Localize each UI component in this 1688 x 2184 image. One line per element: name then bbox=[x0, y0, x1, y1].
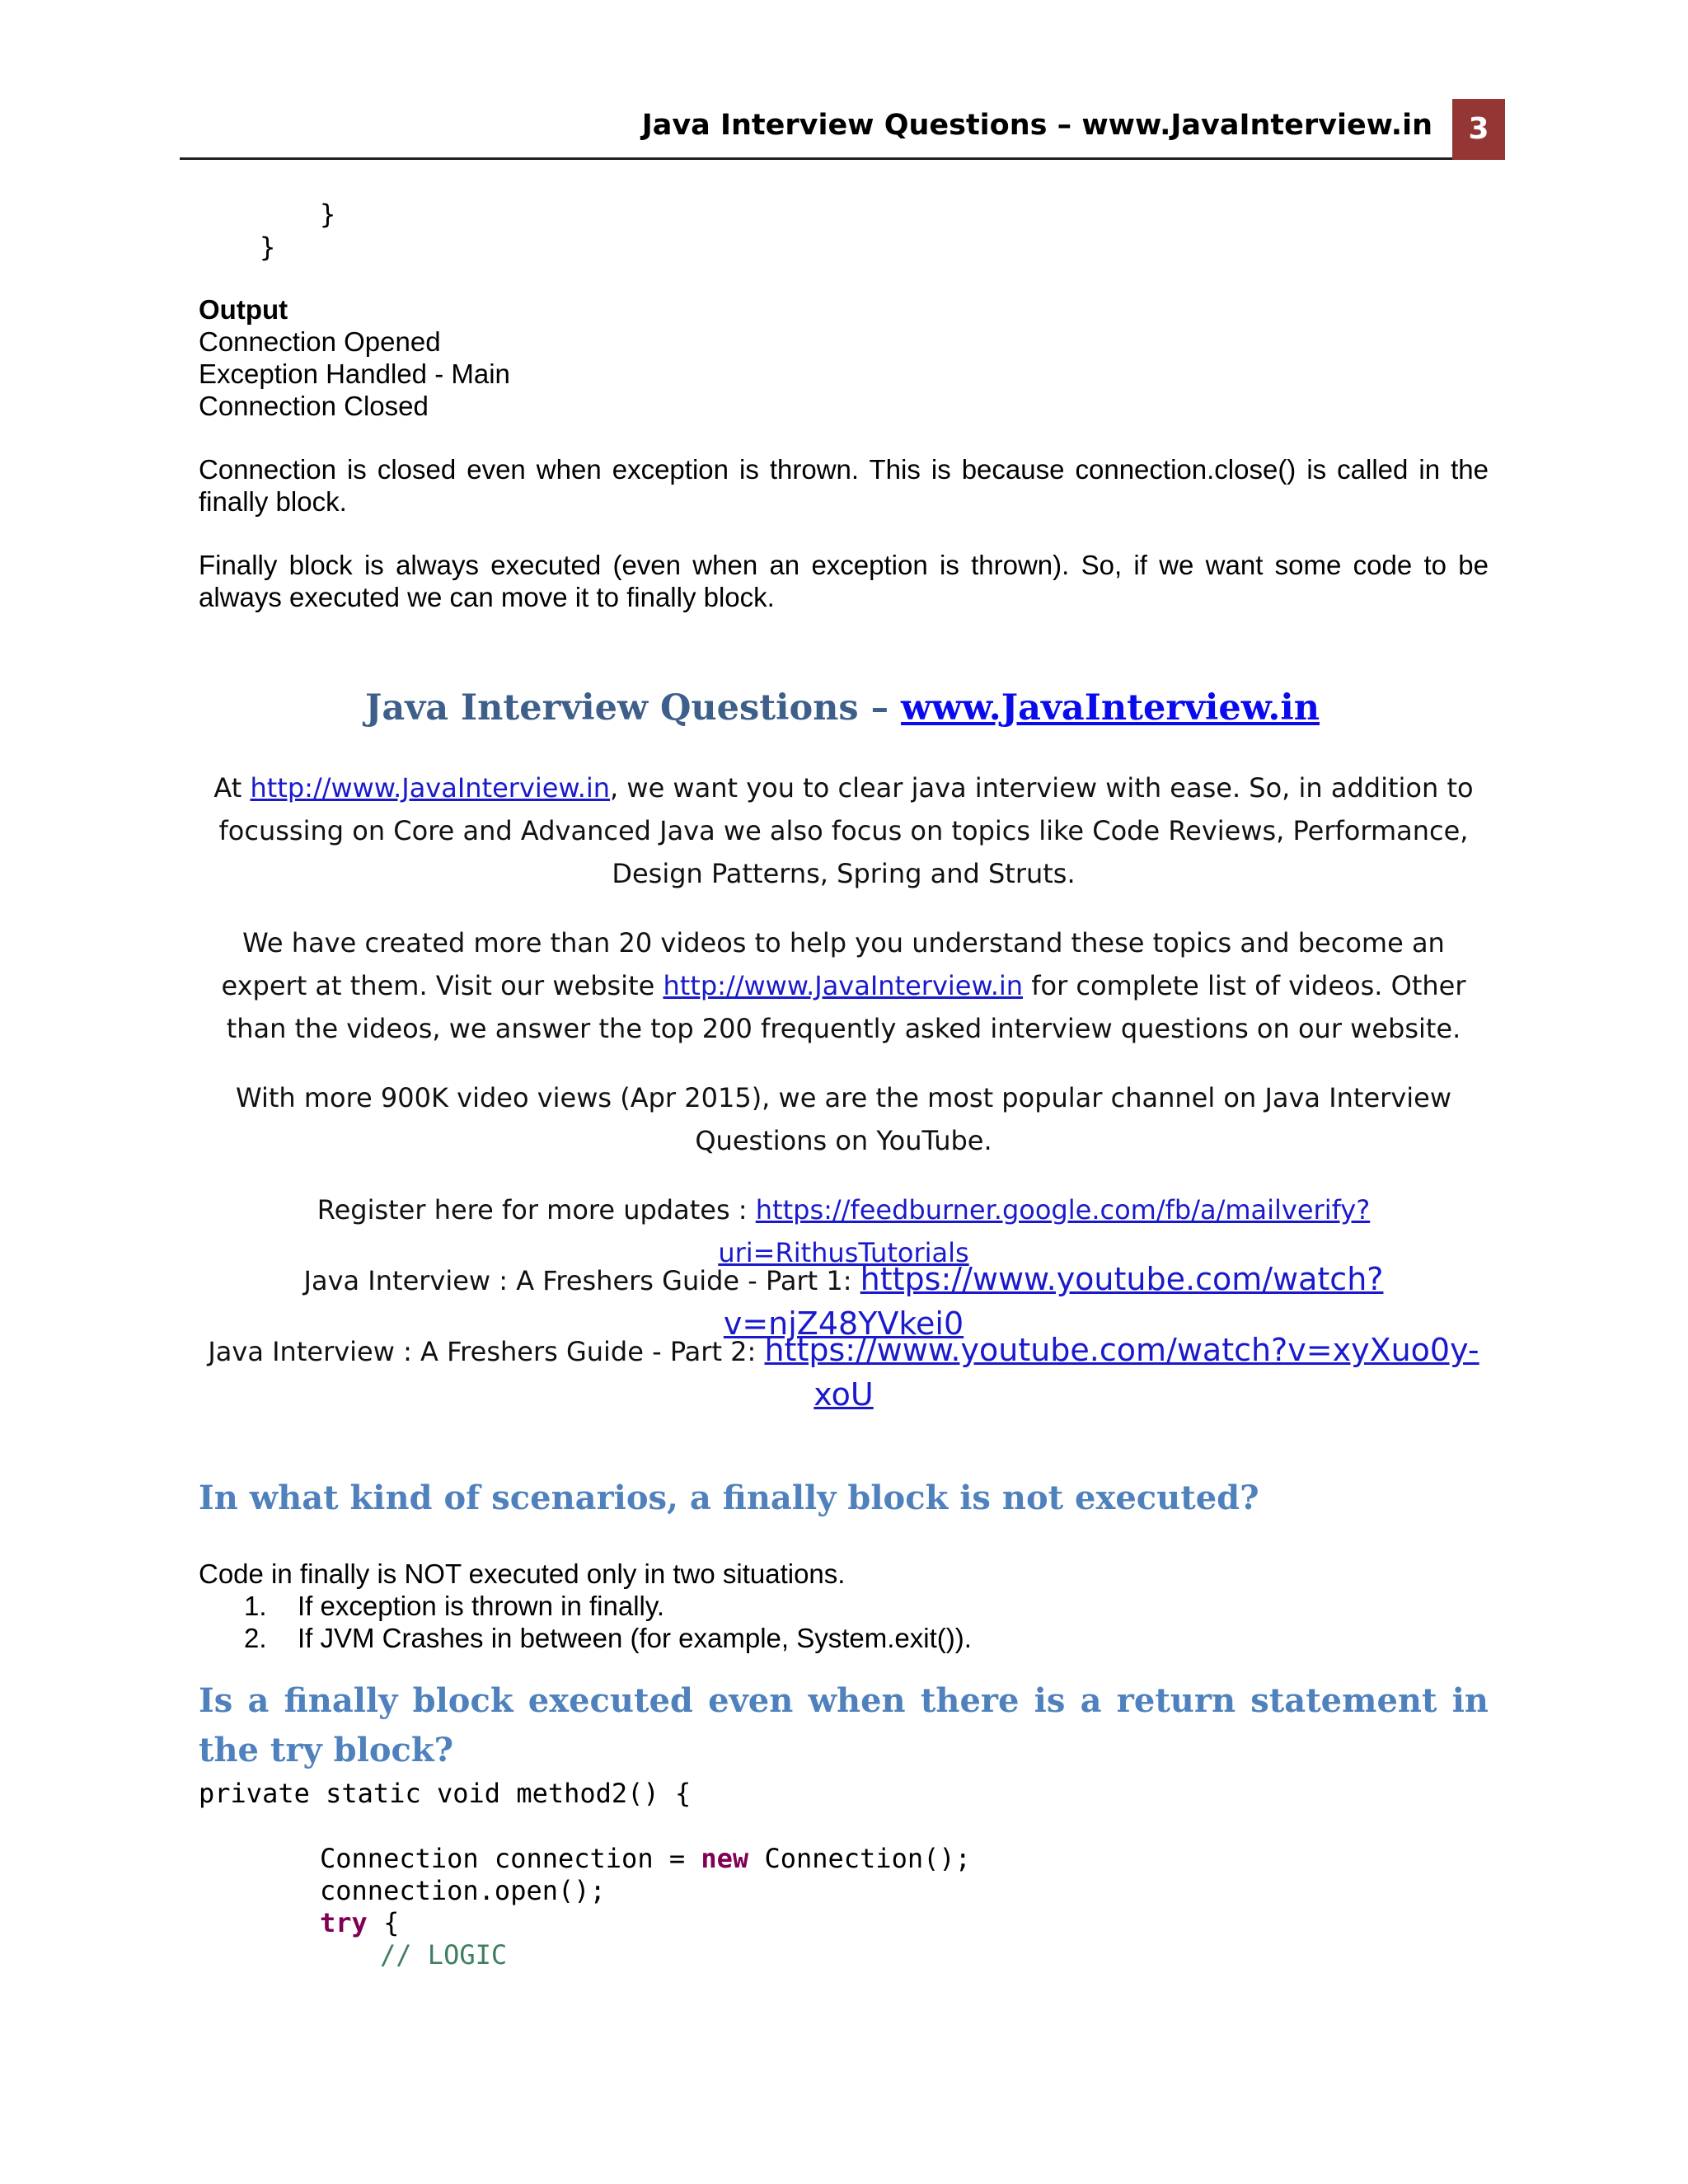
guide-2-link[interactable]: https://www.youtube.com/watch?v=xyXuo0y-xoU bbox=[764, 1332, 1479, 1413]
promo-paragraph-3: With more 900K video views (Apr 2015), we are the most popular channel on Java Interview Questions on YouTube. bbox=[236, 1082, 1451, 1156]
promo-p1-text-a: At bbox=[213, 772, 251, 804]
section-2-title: Is a finally block executed even when there is a return statement in the try block? bbox=[199, 1681, 1489, 1769]
guide-1-link[interactable]: https://www.youtube.com/watch?v=njZ48YVkei0 bbox=[723, 1261, 1384, 1342]
code-line-method-signature: private static void method2() { bbox=[199, 1778, 692, 1809]
header-title: Java Interview Questions – www.JavaInterview.in bbox=[641, 109, 1432, 142]
guide-2-label: Java Interview : A Freshers Guide - Part 2: bbox=[208, 1336, 765, 1367]
code-line-connection-new bbox=[320, 1842, 971, 1875]
page-number-badge: 3 bbox=[1452, 99, 1505, 160]
promo-title-prefix: Java Interview Questions – bbox=[365, 687, 902, 729]
list-item-number: 2. bbox=[244, 1623, 267, 1653]
page-header bbox=[180, 97, 1505, 160]
promo-p2-text-b: for complete list of videos. Other than the videos, we answer the top 200 frequently asked interview questions on our website. bbox=[226, 970, 1466, 1044]
output-line-1: Connection Opened bbox=[199, 326, 441, 357]
code-text: { bbox=[367, 1907, 400, 1938]
output-line-2: Exception Handled - Main bbox=[199, 359, 510, 389]
section-1-list-item bbox=[244, 1590, 664, 1622]
output-line-3: Connection Closed bbox=[199, 391, 429, 421]
paragraph-finally-always: Finally block is always executed (even when an exception is thrown). So, if we want some code to be always executed we can move it to finally block. bbox=[199, 550, 1489, 612]
code-keyword: new bbox=[701, 1843, 749, 1874]
code-brace-outer: } bbox=[260, 232, 276, 263]
promo-title-link[interactable]: www.JavaInterview.in bbox=[901, 687, 1320, 729]
promo-p1-link[interactable]: http://www.JavaInterview.in bbox=[250, 772, 611, 804]
code-keyword: try bbox=[320, 1907, 368, 1938]
promo-p2-text-a: We have created more than 20 videos to help you understand these topics and become an expert at them. Visit our website bbox=[221, 927, 1445, 1001]
list-item-text: If JVM Crashes in between (for example, System.exit()). bbox=[298, 1623, 972, 1653]
code-text: Connection(); bbox=[748, 1843, 971, 1874]
code-line-comment: // LOGIC bbox=[380, 1939, 508, 1971]
promo-p1-text-b: , we want you to clear java interview with ease. So, in addition to focussing on Core and Advanced Java we also focus on topics like Code Reviews, Performance, Design Patterns, Spring and Struts. bbox=[218, 772, 1474, 889]
section-1-title: In what kind of scenarios, a finally block is not executed? bbox=[199, 1479, 1259, 1517]
list-item-number: 1. bbox=[244, 1591, 267, 1621]
code-brace-inner: } bbox=[320, 199, 336, 230]
code-text: Connection connection = bbox=[320, 1843, 701, 1874]
list-item-text: If exception is thrown in finally. bbox=[298, 1591, 665, 1621]
register-link[interactable]: https://feedburner.google.com/fb/a/mailverify?uri=RithusTutorials bbox=[718, 1194, 1371, 1268]
promo-paragraph-1 bbox=[199, 766, 1489, 895]
promo-title bbox=[180, 687, 1505, 729]
section-1-intro: Code in finally is NOT executed only in two situations. bbox=[199, 1558, 846, 1589]
promo-paragraph-2 bbox=[199, 921, 1489, 1050]
promo-guide-2-line bbox=[199, 1329, 1489, 1418]
output-label: Output bbox=[199, 294, 288, 325]
promo-p2-link[interactable]: http://www.JavaInterview.in bbox=[663, 970, 1024, 1001]
code-line-connection-open: connection.open(); bbox=[320, 1875, 606, 1906]
guide-1-label: Java Interview : A Freshers Guide - Part 1: bbox=[303, 1265, 860, 1296]
register-label: Register here for more updates : bbox=[316, 1194, 756, 1226]
paragraph-connection-closed: Connection is closed even when exception is thrown. This is because connection.close() is called in the finally block. bbox=[199, 454, 1489, 517]
code-line-try bbox=[320, 1906, 399, 1939]
section-1-list-item bbox=[244, 1622, 972, 1654]
